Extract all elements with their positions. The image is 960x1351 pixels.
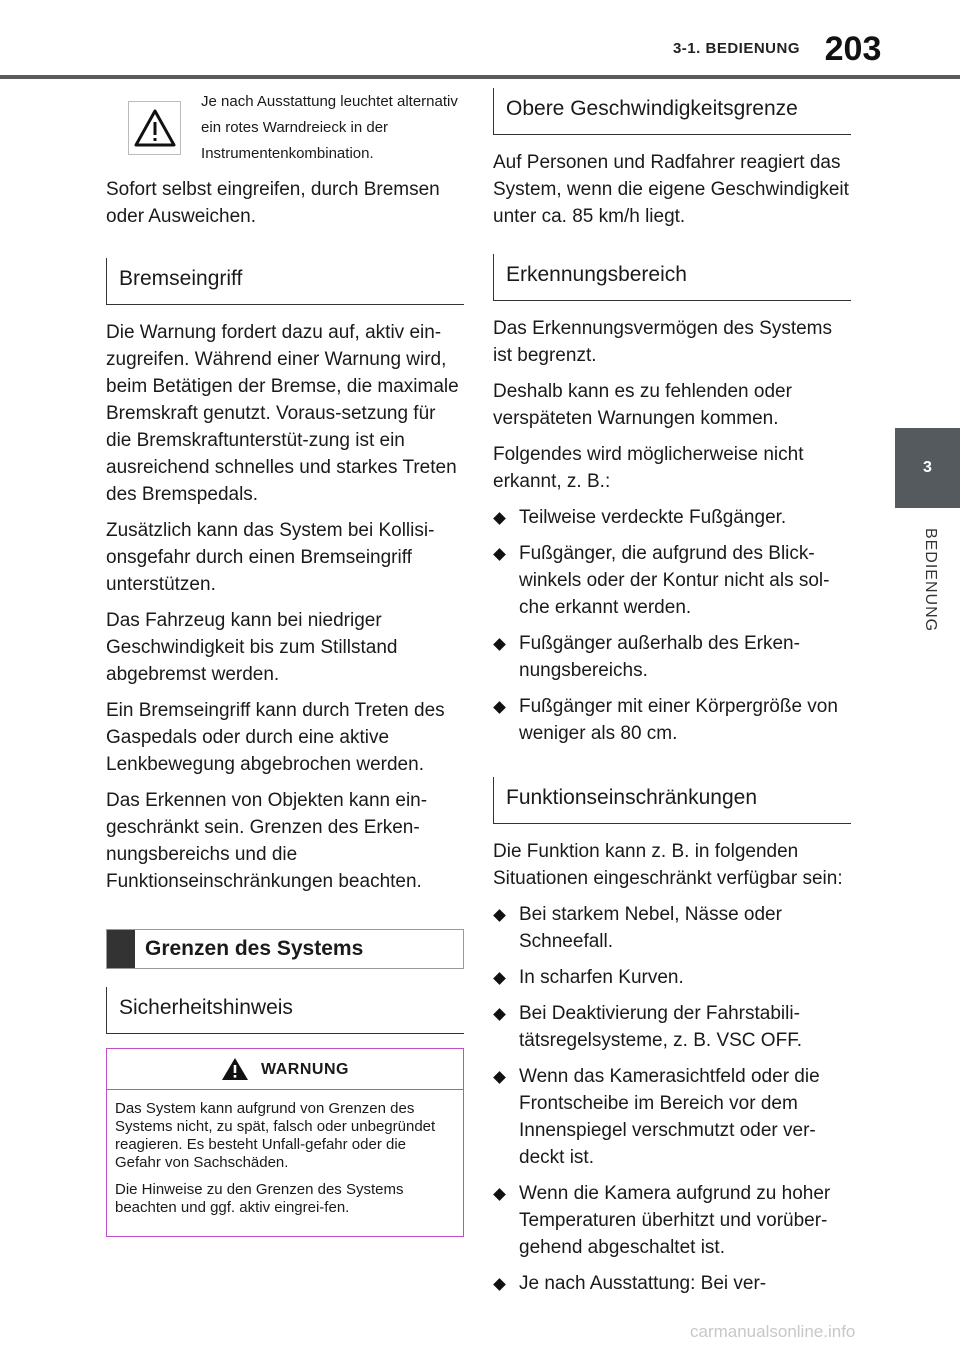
right-column — [493, 88, 853, 1306]
list-item: Teilweise verdeckte Fußgänger. — [493, 504, 853, 531]
left-column — [106, 88, 466, 1237]
paragraph: Auf Personen und Radfahrer reagiert das System, wenn die eigene Geschwindigkeit unter ca. 85 km/h liegt. — [493, 152, 849, 227]
paragraph: Die Funktion kann z. B. in folgenden Situationen eingeschränkt verfügbar sein: — [493, 841, 843, 889]
watermark: carmanualsonline.info — [690, 1322, 856, 1341]
section-heading-grenzen — [106, 929, 464, 969]
paragraph: Ein Bremseingriff kann durch Treten des Gaspedals oder durch eine aktive Lenkbewegung abgebrochen werden. — [106, 700, 445, 775]
section-title: 3-1. BEDIENUNG — [672, 40, 800, 57]
paragraph: Zusätzlich kann das System bei Kollisi-onsgefahr durch einen Bremseingriff unterstützen. — [106, 520, 435, 595]
list-item: Wenn das Kamerasichtfeld oder die Frontscheibe im Bereich vor dem Innenspiegel verschmutzt oder ver-deckt ist. — [493, 1063, 853, 1171]
warning-triangle-note — [106, 88, 466, 168]
chapter-label: BEDIENUNG — [922, 527, 939, 633]
paragraph: Die Warnung fordert dazu auf, aktiv ein-zugreifen. Während einer Warnung wird, beim Betätigen der Bremse, die maximale Bremskraft genutzt. Voraus-setzung für die Bremskraftunterstüt-zung ist ein ausreichend schnelles und starkes Treten des Bremspedals. — [106, 322, 459, 505]
warning-panel-body — [107, 1090, 463, 1236]
heading-erkennungsbereich: Erkennungsbereich — [493, 254, 851, 301]
chapter-number: 3 — [923, 459, 932, 476]
warning-note-text: Je nach Ausstattung leuchtet alternativ ein rotes Warndreieck in der Instrumentenkombination. — [201, 93, 458, 162]
heading-bar — [107, 930, 135, 968]
warning-panel — [106, 1048, 464, 1237]
warning-text: Die Hinweise zu den Grenzen des Systems beachten und ggf. aktiv eingrei-fen. — [115, 1181, 404, 1216]
list-item: Bei starkem Nebel, Nässe oder Schneefall. — [493, 901, 853, 955]
header-divider — [0, 75, 960, 79]
list-item: In scharfen Kurven. — [493, 964, 853, 991]
list-item: Fußgänger, die aufgrund des Blick-winkels oder der Kontur nicht als sol-che erkannt werden. — [493, 540, 853, 621]
warning-title: WARNUNG — [261, 1060, 349, 1078]
list-item: Bei Deaktivierung der Fahrstabili-tätsregelsysteme, z. B. VSC OFF. — [493, 1000, 853, 1054]
page-number: 203 — [824, 30, 882, 68]
list-item: Fußgänger mit einer Körpergröße von weniger als 80 cm. — [493, 693, 853, 747]
list-item: Wenn die Kamera aufgrund zu hoher Temperaturen überhitzt und vorüber-gehend abgeschaltet ist. — [493, 1180, 853, 1261]
warning-icon — [221, 1057, 249, 1081]
paragraph: Das Fahrzeug kann bei niedriger Geschwindigkeit bis zum Stillstand abgebremst werden. — [106, 610, 398, 685]
bullet-list-limitations — [493, 901, 853, 1297]
warning-text: Das System kann aufgrund von Grenzen des Systems nicht, zu spät, falsch oder unbegründet reagieren. Es besteht Unfall-gefahr oder die Gefahr von Sachschäden. — [115, 1100, 436, 1171]
paragraph: Das Erkennen von Objekten kann ein-geschränkt sein. Grenzen des Erken-nungsbereichs und die Funktionseinschränkungen beachten. — [106, 790, 428, 892]
list-item: Fußgänger außerhalb des Erken-nungsbereichs. — [493, 630, 853, 684]
bullet-list-not-detected — [493, 504, 853, 747]
paragraph: Das Erkennungsvermögen des Systems ist begrenzt. — [493, 318, 832, 366]
heading-bremseingriff: Bremseingriff — [106, 258, 464, 305]
paragraph: Deshalb kann es zu fehlenden oder verspäteten Warnungen kommen. — [493, 381, 792, 429]
warning-triangle-icon — [128, 101, 181, 155]
section-heading-text: Grenzen des Systems — [145, 937, 364, 960]
chapter-tab — [895, 428, 960, 508]
heading-funktionseinschraenkungen: Funktionseinschränkungen — [493, 777, 851, 824]
paragraph: Folgendes wird möglicherweise nicht erkannt, z. B.: — [493, 444, 804, 492]
list-item: Je nach Ausstattung: Bei ver- — [493, 1270, 853, 1297]
heading-obere-geschwindigkeitsgrenze: Obere Geschwindigkeitsgrenze — [493, 88, 851, 135]
paragraph: Sofort selbst eingreifen, durch Bremsen oder Ausweichen. — [106, 179, 440, 227]
warning-panel-header — [107, 1049, 463, 1090]
heading-sicherheitshinweis: Sicherheitshinweis — [106, 987, 464, 1034]
